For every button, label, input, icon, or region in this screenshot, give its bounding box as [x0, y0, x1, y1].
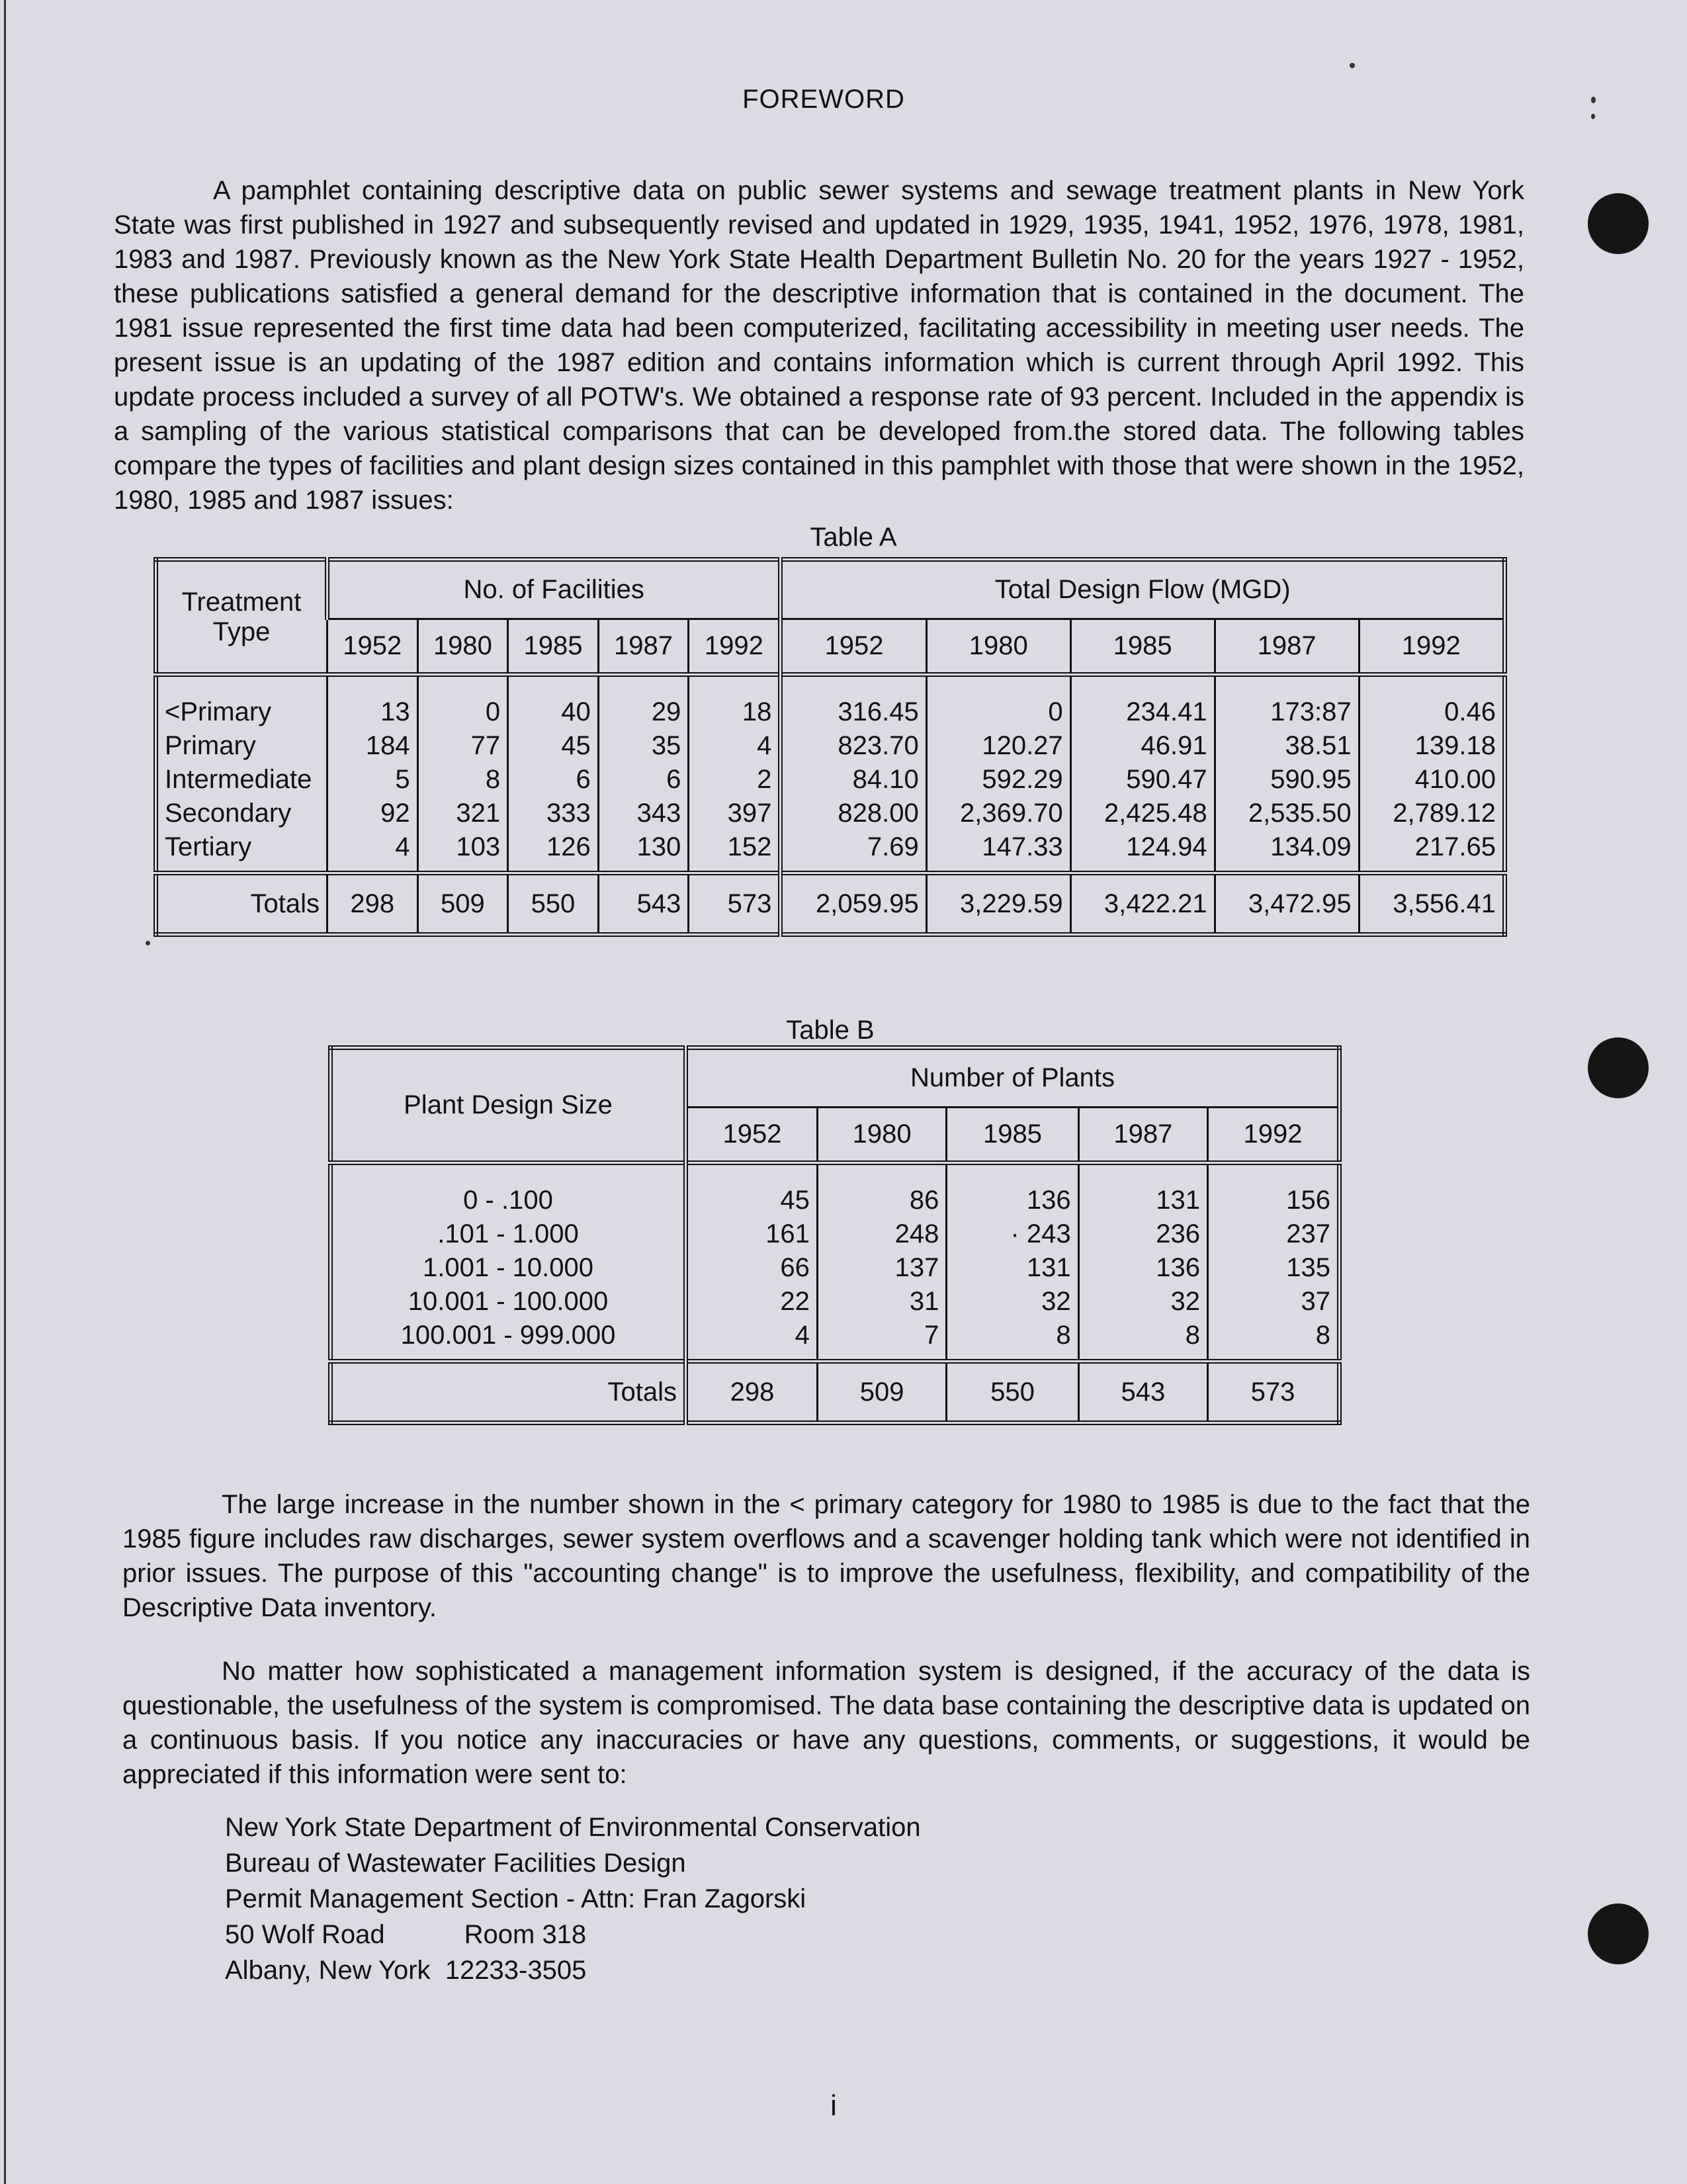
cell: 13: [380, 697, 410, 726]
cell: 103: [456, 832, 501, 861]
row-label: Intermediate: [165, 765, 312, 794]
cell: 8: [1185, 1321, 1201, 1350]
cell: 0: [1048, 697, 1063, 726]
punch-hole-middle: [1588, 1037, 1649, 1098]
plants-column: [947, 1163, 1078, 1362]
cell: 137: [894, 1253, 939, 1282]
cell: 124.94: [1126, 832, 1207, 861]
cell: 37: [1301, 1287, 1330, 1316]
cell: 136: [1156, 1253, 1201, 1282]
flow-column: [781, 675, 926, 873]
year-header: 1952: [781, 619, 926, 675]
flow-column: [1070, 675, 1215, 873]
cell: 156: [1286, 1186, 1330, 1215]
contact-paragraph: No matter how sophisticated a management information system is designed, if the accuracy of the data is questionable, the usefulness of the system is compromised. The data base containing the descriptive data is updated on a continuous basis. If you notice any inaccuracies or have any questions, comments, or suggestions, it would be appreciated if this information were sent to:: [122, 1657, 1530, 1789]
cell: 29: [651, 697, 681, 726]
zip: 12233-3505: [445, 1956, 587, 1985]
cell: 184: [365, 731, 410, 760]
cell: 31: [909, 1287, 939, 1316]
cell: 590.47: [1126, 765, 1207, 794]
flow-column: [1359, 675, 1504, 873]
cell: 120.27: [982, 731, 1063, 760]
cell: 2,369.70: [959, 799, 1063, 828]
total-cell: 543: [598, 873, 689, 935]
cell: 5: [395, 765, 410, 794]
cell: 40: [561, 697, 591, 726]
year-header: 1952: [686, 1108, 818, 1163]
table-a: [153, 557, 1507, 937]
row-label: .101 - 1.000: [437, 1219, 579, 1248]
table-a-caption: Table A: [810, 523, 897, 552]
facilities-column: [598, 675, 689, 873]
row-label: Secondary: [165, 799, 292, 828]
total-cell: 2,059.95: [781, 873, 926, 935]
totals-label: Totals: [331, 1362, 686, 1423]
table-b: [328, 1045, 1342, 1425]
speck: [1591, 114, 1595, 119]
cell: 321: [456, 799, 501, 828]
year-header: 1980: [817, 1108, 946, 1163]
intro-paragraph: A pamphlet containing descriptive data on public sewer systems and sewage treatment plants in New York State was first published in 1927 and subsequently revised and updated in 1929, 1935, 1941, 1952, 1976, 1978, 1981, 1983 and 1987. Previously known as the New York State Health Department Bulletin No. 20 for the years 1927 - 1952, these publications satisfied a general demand for the descriptive information that is contained in the document. The 1981 issue represented the first time data had been computerized, facilitating accessibility in meeting user needs. The present issue is an updating of the 1987 edition and contains information which is current through April 1992. This update process included a survey of all POTW's. We obtained a response rate of 93 percent. Included in the appendix is a sampling of the various statistical comparisons that can be developed from.the stored data. The following tables compare the types of facilities and plant design sizes contained in this pamphlet with those that were shown in the 1952, 1980, 1985 and 1987 issues:: [114, 176, 1524, 515]
year-header: 1952: [327, 619, 418, 675]
cell: 161: [765, 1219, 810, 1248]
cell: 6: [576, 765, 591, 794]
year-header: 1992: [1359, 619, 1504, 675]
cell: 32: [1170, 1287, 1201, 1316]
cell: 7: [924, 1321, 939, 1350]
year-header: 1985: [947, 1108, 1078, 1163]
punch-hole-top: [1588, 193, 1649, 254]
cell: 828.00: [838, 799, 919, 828]
totals-label: Totals: [156, 873, 327, 935]
cell: 147.33: [982, 832, 1063, 861]
year-header: 1992: [1208, 1108, 1340, 1163]
cell: 38.51: [1285, 731, 1352, 760]
flow-column: [926, 675, 1070, 873]
cell: 126: [546, 832, 591, 861]
year-header: 1987: [1078, 1108, 1207, 1163]
row-label: Tertiary: [165, 832, 252, 861]
facilities-column: [689, 675, 781, 873]
cell: 236: [1156, 1219, 1201, 1248]
punch-hole-bottom: [1588, 1903, 1649, 1964]
street: 50 Wolf Road: [225, 1920, 385, 1949]
cell: 84.10: [852, 765, 919, 794]
cell: 2: [757, 765, 772, 794]
total-cell: 3,422.21: [1070, 873, 1215, 935]
cell: 66: [780, 1253, 810, 1282]
cell: 22: [780, 1287, 810, 1316]
row-label: <Primary: [165, 697, 272, 726]
address-line-2: Bureau of Wastewater Facilities Design: [225, 1849, 686, 1878]
cell: 45: [780, 1186, 810, 1215]
cell: 77: [470, 731, 501, 760]
table-b-caption: Table B: [786, 1016, 875, 1045]
cell: 92: [380, 799, 410, 828]
room: Room 318: [464, 1920, 587, 1949]
cell: 130: [636, 832, 681, 861]
page-edge: [4, 0, 6, 2184]
cell: 2,535.50: [1248, 799, 1352, 828]
year-header: 1987: [1215, 619, 1359, 675]
cell: 135: [1286, 1253, 1330, 1282]
facilities-column: [508, 675, 599, 873]
year-header: 1980: [926, 619, 1070, 675]
total-cell: 509: [817, 1362, 946, 1423]
address-line-4: [225, 1917, 921, 1952]
cell: 136: [1026, 1186, 1071, 1215]
page-title: FOREWORD: [742, 85, 905, 114]
cell: 8: [485, 765, 501, 794]
total-cell: 550: [947, 1362, 1078, 1423]
flow-header: Total Design Flow (MGD): [781, 560, 1505, 619]
year-header: 1992: [689, 619, 781, 675]
address-line-5: [225, 1952, 921, 1988]
cell: 18: [742, 697, 772, 726]
total-cell: 298: [686, 1362, 818, 1423]
cell: 35: [651, 731, 681, 760]
cell: 6: [666, 765, 681, 794]
year-header: 1987: [598, 619, 689, 675]
cell: 4: [757, 731, 772, 760]
year-header: 1985: [1070, 619, 1215, 675]
cell: 316.45: [838, 697, 919, 726]
plants-column: [1078, 1163, 1207, 1362]
address-line-3: Permit Management Section - Attn: Fran Zagorski: [225, 1884, 806, 1913]
facilities-column: [417, 675, 508, 873]
total-cell: 550: [508, 873, 599, 935]
cell: 8: [1315, 1321, 1330, 1350]
explanation-paragraph: The large increase in the number shown in the < primary category for 1980 to 1985 is due to the fact that the 1985 figure includes raw discharges, sewer system overflows and a scavenger holding tank which were not identified in prior issues. The purpose of this "accounting change" is to improve the usefulness, flexibility, and compatibility of the Descriptive Data inventory.: [122, 1490, 1530, 1622]
cell: 32: [1041, 1287, 1071, 1316]
mailing-address: [225, 1810, 921, 1988]
cell: 592.29: [982, 765, 1063, 794]
row-label: 100.001 - 999.000: [400, 1321, 616, 1350]
cell: 217.65: [1414, 832, 1496, 861]
cell: · 243: [1010, 1219, 1071, 1248]
row-label: 10.001 - 100.000: [408, 1287, 609, 1316]
city: Albany, New York: [225, 1956, 431, 1985]
page-number: i: [830, 2089, 837, 2122]
cell: 86: [909, 1186, 939, 1215]
plants-column: [817, 1163, 946, 1362]
cell: 4: [395, 832, 410, 861]
total-cell: 3,229.59: [926, 873, 1070, 935]
cell: 0: [485, 697, 501, 726]
cell: 2,425.48: [1103, 799, 1207, 828]
total-cell: 573: [1208, 1362, 1340, 1423]
cell: 46.91: [1141, 731, 1207, 760]
treatment-type-header: Treatment Type: [156, 560, 327, 675]
cell: 333: [546, 799, 591, 828]
cell: 2,789.12: [1393, 799, 1496, 828]
flow-column: [1215, 675, 1359, 873]
row-label: 1.001 - 10.000: [423, 1253, 593, 1282]
plants-column: [1208, 1163, 1340, 1362]
cell: 0.46: [1444, 697, 1496, 726]
number-of-plants-header: Number of Plants: [686, 1048, 1340, 1108]
total-cell: 3,556.41: [1359, 873, 1504, 935]
cell: 152: [727, 832, 772, 861]
plant-design-size-header: Plant Design Size: [331, 1048, 686, 1163]
facilities-column: [327, 675, 418, 873]
cell: 8: [1056, 1321, 1071, 1350]
cell: 397: [727, 799, 772, 828]
year-header: 1980: [417, 619, 508, 675]
speck: [1350, 63, 1355, 68]
cell: 590.95: [1270, 765, 1352, 794]
cell: 131: [1026, 1253, 1071, 1282]
year-header: 1985: [508, 619, 599, 675]
total-cell: 3,472.95: [1215, 873, 1359, 935]
speck: [146, 941, 150, 945]
cell: 237: [1286, 1219, 1330, 1248]
facilities-header: No. of Facilities: [327, 560, 781, 619]
cell: 45: [561, 731, 591, 760]
total-cell: 298: [327, 873, 418, 935]
row-label: 0 - .100: [463, 1186, 553, 1215]
cell: 173:87: [1270, 697, 1352, 726]
cell: 7.69: [867, 832, 919, 861]
address-line-1: New York State Department of Environmental Conservation: [225, 1813, 921, 1842]
row-label: Primary: [165, 731, 256, 760]
plants-column: [686, 1163, 818, 1362]
cell: 410.00: [1414, 765, 1496, 794]
cell: 823.70: [838, 731, 919, 760]
cell: 134.09: [1270, 832, 1352, 861]
row-labels: [331, 1163, 686, 1362]
total-cell: 573: [689, 873, 781, 935]
cell: 139.18: [1414, 731, 1496, 760]
cell: 234.41: [1126, 697, 1207, 726]
cell: 131: [1156, 1186, 1201, 1215]
total-cell: 509: [417, 873, 508, 935]
cell: 4: [795, 1321, 810, 1350]
cell: 248: [894, 1219, 939, 1248]
cell: 343: [636, 799, 681, 828]
row-labels: [156, 675, 327, 873]
total-cell: 543: [1078, 1362, 1207, 1423]
